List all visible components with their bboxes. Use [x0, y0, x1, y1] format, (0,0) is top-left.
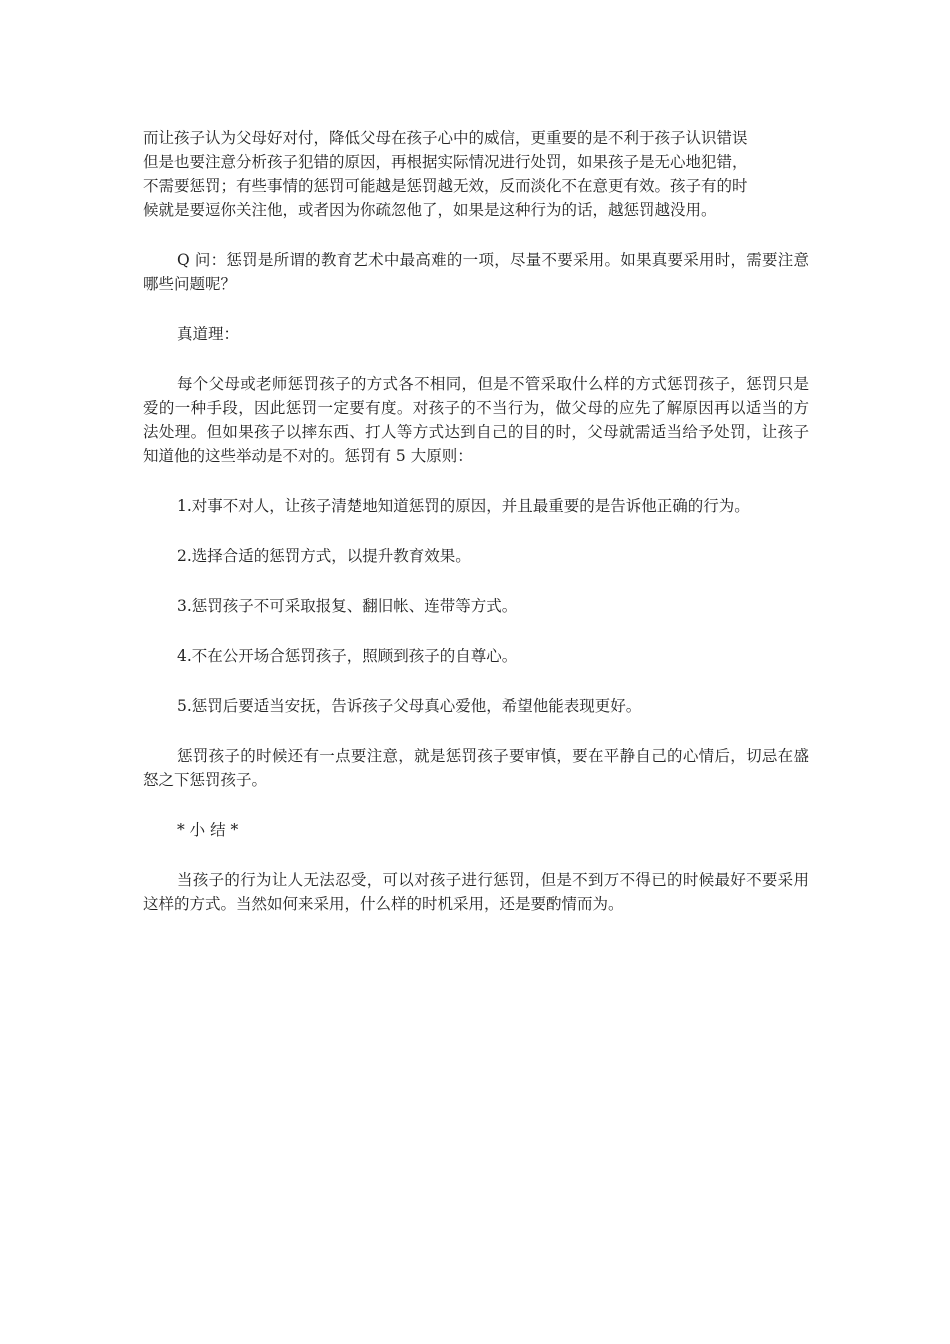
- intro-line: 候就是要逗你关注他，或者因为你疏忽他了，如果是这种行为的话，越惩罚越没用。: [143, 201, 717, 219]
- principle-item-2: 2.选择合适的惩罚方式，以提升教育效果。: [177, 547, 471, 565]
- answer-paragraph: 每个父母或老师惩罚孩子的方式各不相同，但是不管采取什么样的方式惩罚孩子，惩罚只是爱的一种手段，因此惩罚一定要有度。对孩子的不当行为，做父母的应先了解原因再以适当的方法处理。但如果孩子以摔东西、打人等方式达到自己的目的时，父母就需适当给予处罚，让孩子知道他的这些举动是不对的。惩罚有 5 大原则：: [143, 375, 809, 465]
- principle-item-1: 1.对事不对人，让孩子清楚地知道惩罚的原因，并且最重要的是告诉他正确的行为。: [177, 497, 750, 515]
- answer-heading: 真道理：: [177, 325, 240, 343]
- intro-line: 但是也要注意分析孩子犯错的原因，再根据实际情况进行处罚，如果孩子是无心地犯错，: [143, 153, 748, 171]
- caution-paragraph: 惩罚孩子的时候还有一点要注意，就是惩罚孩子要审慎，要在平静自己的心情后，切忌在盛怒之下惩罚孩子。: [143, 747, 809, 789]
- principle-item-5: 5.惩罚后要适当安抚，告诉孩子父母真心爱他，希望他能表现更好。: [177, 697, 642, 715]
- question-paragraph: Q 问：惩罚是所谓的教育艺术中最高难的一项，尽量不要采用。如果真要采用时，需要注意哪些问题呢？: [143, 251, 809, 293]
- principle-item-3: 3.惩罚孩子不可采取报复、翻旧帐、连带等方式。: [177, 597, 518, 615]
- summary-paragraph: 当孩子的行为让人无法忍受，可以对孩子进行惩罚，但是不到万不得已的时候最好不要采用这样的方式。当然如何来采用，什么样的时机采用，还是要酌情而为。: [143, 871, 809, 913]
- intro-paragraph: [143, 126, 809, 222]
- intro-line: 而让孩子认为父母好对付，降低父母在孩子心中的威信，更重要的是不利于孩子认识错误: [143, 129, 748, 147]
- intro-line: 不需要惩罚；有些事情的惩罚可能越是惩罚越无效，反而淡化不在意更有效。孩子有的时: [143, 177, 748, 195]
- document-page: [143, 126, 809, 916]
- principle-item-4: 4.不在公开场合惩罚孩子，照顾到孩子的自尊心。: [177, 647, 518, 665]
- summary-heading: * 小 结 *: [177, 821, 239, 839]
